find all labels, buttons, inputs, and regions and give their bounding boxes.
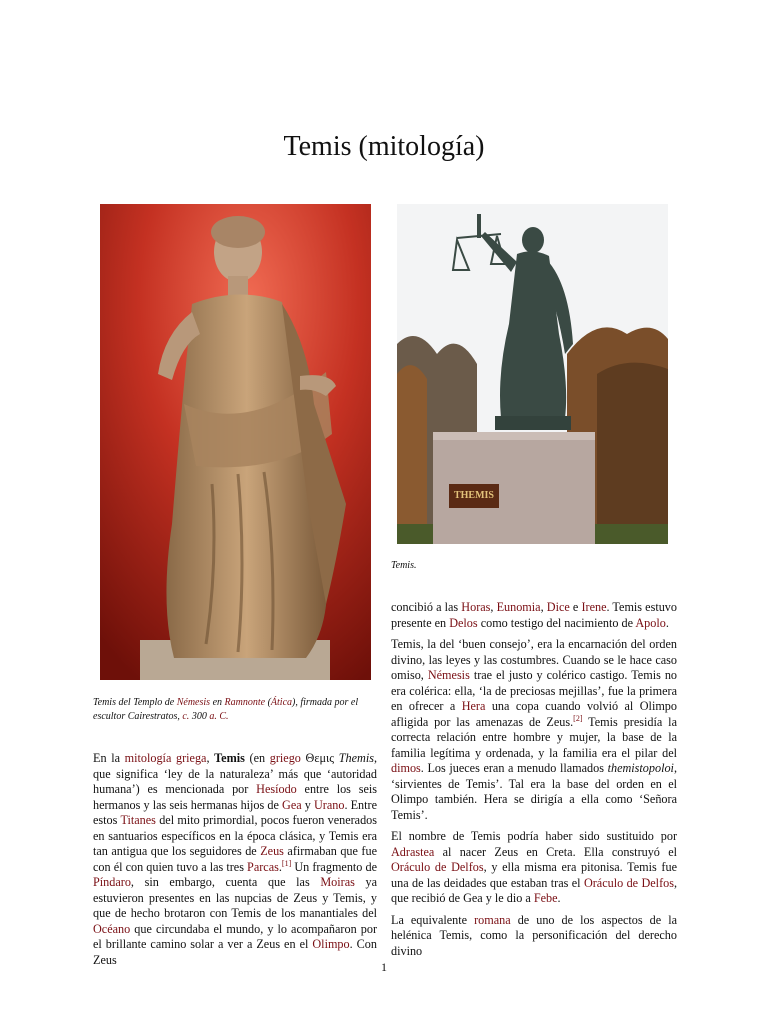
link-dice[interactable]: Dice (546, 600, 570, 614)
bronze-caption: Temis. (391, 560, 417, 571)
link-dimos[interactable]: dimos (391, 761, 421, 775)
paragraph-romana: La equivalente romana de uno de los aspectos de la helénica Temis, como la personificación del derecho divino (391, 912, 677, 958)
link-oceano[interactable]: Océano (93, 921, 131, 936)
paragraph-buen-consejo: Temis, la del ‘buen consejo’, era la encarnación del orden divino, las leyes y las costumbres. Cuando se le hace caso omiso, Némesis trae el justo y colérico castigo. Temis no era colérica: ella, ‘la de preciosas mejillas’, fue la primera en ofrecer a Hera una copa cuando volvió al Olimpo afligida por las amenazas de Zeus.[2] Temis presidía la correcta relación entre hombre y mujer, la base de la familia legítima y ordenada, y la familia era el pilar del dimos. Los jueces eran a menudo llamados themistopoloi, ‘sirvientes de Temis’. Tal era la base del orden en el Olimpo también. Hera se dirigía a ella como ‘Señora Temis’. (391, 637, 678, 822)
link-oraculo-delfos-2[interactable]: Oráculo de Delfos (583, 875, 674, 890)
paragraph-adrastea: El nombre de Temis podría haber sido sustituido por Adrastea al nacer Zeus en Creta. Ella construyó el Oráculo de Delfos, y ella misma era pitonisa. Temis fue una de las deidades que estaban tras el Oráculo de Delfos, que recibió de Gea y le dio a Febe. (391, 829, 678, 905)
link-hera[interactable]: Hera (461, 699, 486, 713)
link-romana[interactable]: romana (474, 912, 511, 927)
link-oraculo-delfos-1[interactable]: Oráculo de Delfos (391, 860, 484, 874)
link-ac[interactable]: a. C. (209, 711, 229, 722)
bronze-statue-image (397, 204, 668, 544)
link-ramnonte[interactable]: Ramnonte (224, 697, 266, 708)
link-adrastea[interactable]: Adrastea (391, 844, 435, 859)
link-titanes[interactable]: Titanes (120, 813, 156, 827)
link-circa[interactable]: c. (182, 711, 190, 722)
link-atica[interactable]: Ática (270, 697, 293, 708)
link-zeus[interactable]: Zeus (260, 844, 284, 858)
link-parcas[interactable]: Parcas (247, 859, 279, 874)
link-pindaro[interactable]: Píndaro (93, 875, 131, 889)
link-nemesis[interactable]: Némesis (176, 697, 211, 708)
statue-caption: Temis del Templo de Némesis en Ramnonte (Ática), firmada por el escultor Cairestratos, c. 300 a. C. (93, 697, 359, 722)
paragraph-intro: En la mitología griega, Temis (en griego Θεμις Themis, que significa ‘ley de la naturaleza’ más que ‘autoridad humana’) es mencionada por Hesíodo entre los seis hermanos y las seis hermanas hijos de Gea y Urano. Entre estos Titanes del mito primordial, pocos fueron venerados en santuarios específicos en la época clásica, y Temis era tan antigua que los seguidores de Zeus afirmaban que fue con él con quien tuvo a las tres Parcas.[1] Un fragmento de Píndaro, sin embargo, cuenta que las Moiras ya estuvieron presentes en las nupcias de Zeus y Temis, y que de hecho brotaron con Temis de los manantiales del Océano que circundaba el mundo, y lo acompañaron por el brillante camino solar a ver a Zeus en el Olimpo. Con Zeus (93, 751, 378, 967)
bronze-figure (397, 204, 668, 544)
right-column (391, 600, 677, 965)
link-febe[interactable]: Febe (533, 891, 558, 905)
link-moiras[interactable]: Moiras (320, 875, 355, 889)
link-hesiodo[interactable]: Hesíodo (256, 782, 297, 796)
link-delos[interactable]: Delos (449, 615, 478, 630)
plaque-text: THEMIS (453, 490, 494, 501)
citation-2[interactable]: [2] (573, 713, 583, 723)
link-urano[interactable]: Urano (313, 797, 345, 812)
link-apolo[interactable]: Apolo (635, 615, 666, 630)
link-eunomia[interactable]: Eunomia (496, 600, 541, 614)
link-olimpo[interactable]: Olimpo (312, 937, 350, 951)
link-nemesis-text[interactable]: Némesis (427, 668, 470, 682)
paragraph-horas: concibió a las Horas, Eunomia, Dice e Irene. Temis estuvo presente en Delos como testigo del nacimiento de Apolo. (391, 600, 677, 630)
statue-figure (100, 204, 371, 680)
page-number: 1 (381, 960, 387, 974)
link-gea[interactable]: Gea (282, 797, 302, 812)
link-irene[interactable]: Irene (581, 600, 607, 614)
left-column (93, 751, 377, 974)
page-title: Temis (mitología) (283, 130, 485, 162)
link-horas[interactable]: Horas (461, 600, 491, 614)
link-mitologia-griega[interactable]: mitología griega (124, 751, 207, 765)
link-griego[interactable]: griego (269, 751, 301, 765)
marble-statue-image (100, 204, 371, 680)
citation-1[interactable]: [1] (281, 858, 292, 868)
